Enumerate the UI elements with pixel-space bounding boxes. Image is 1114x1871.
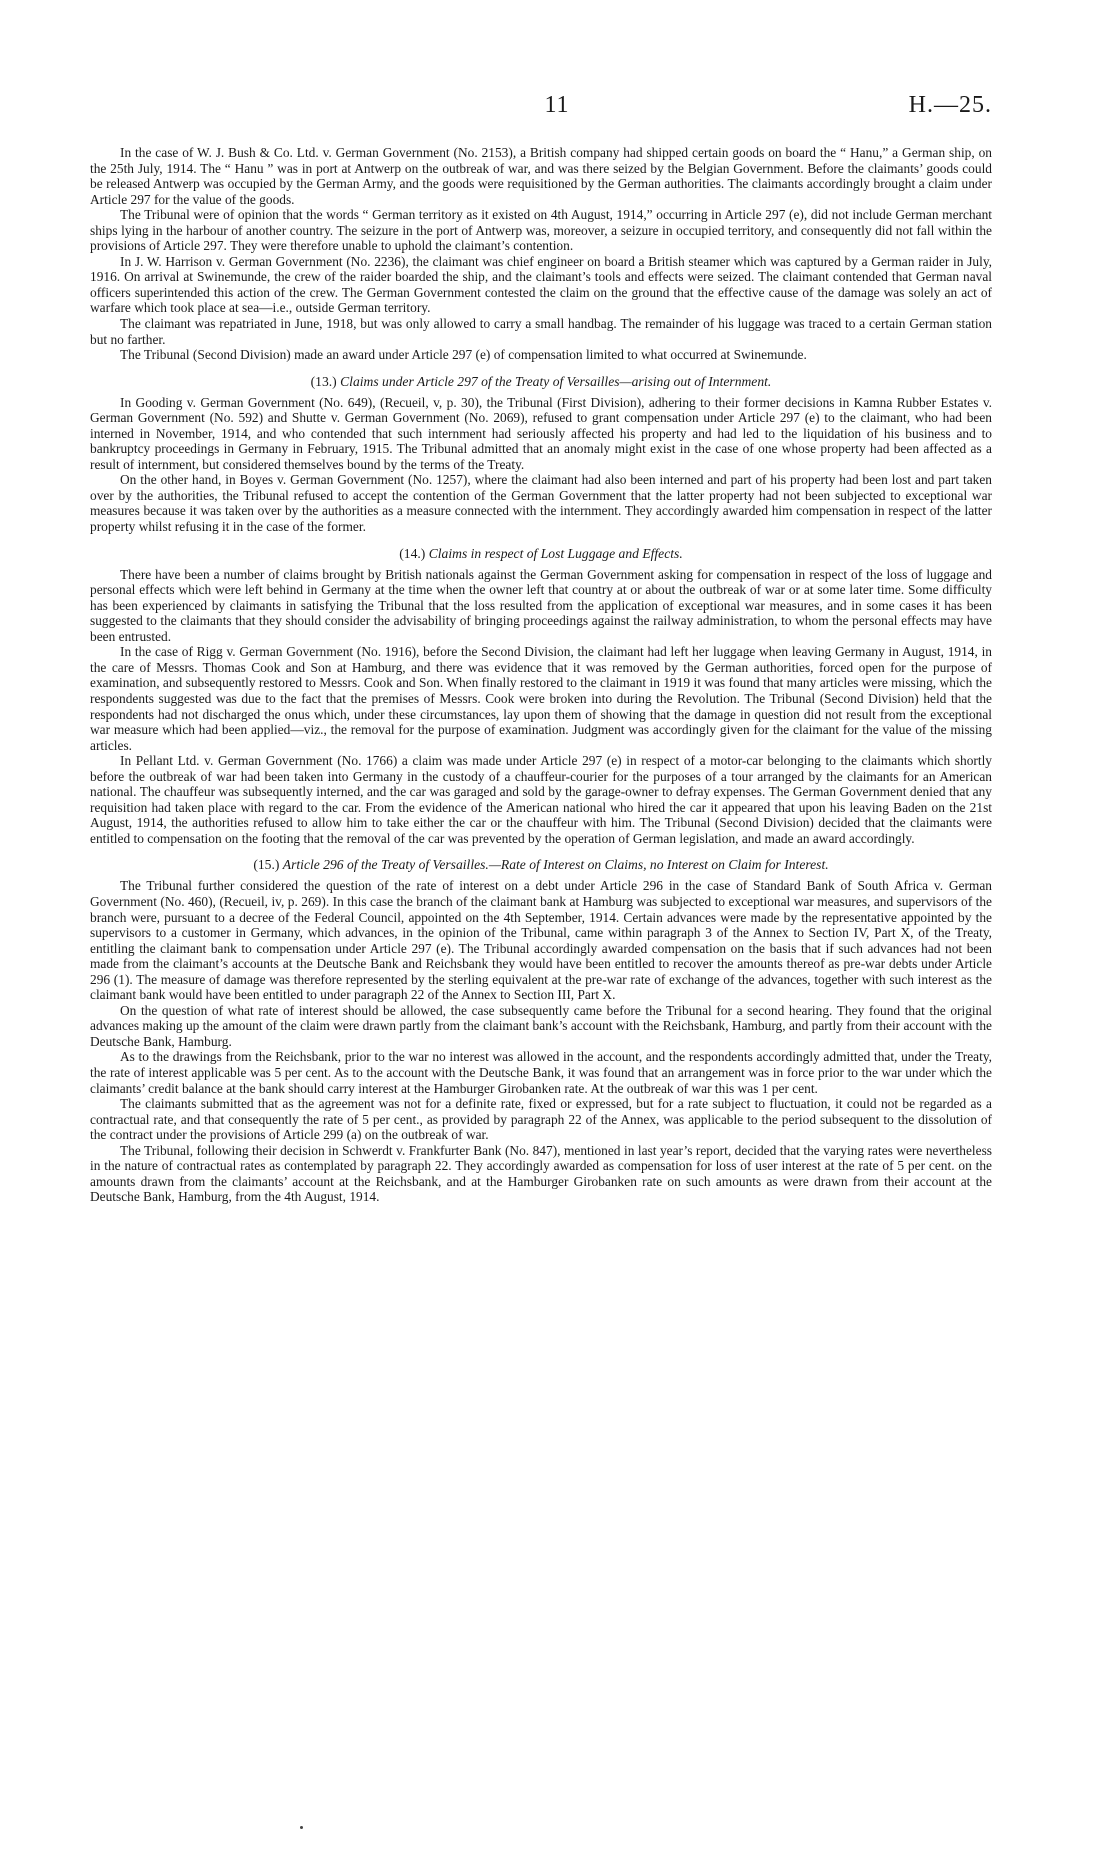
section-number: (13.) [310,373,337,389]
section-heading [90,546,992,562]
scan-mark [300,1826,303,1829]
body-text [90,145,992,1205]
paragraph: The Tribunal further considered the question of the rate of interest on a debt under Article 296 in the case of Standard Bank of South Africa v. German Government (No. 460), (Recueil, iv, p. 269). In this case the branch of the claimant bank at Hamburg was subjected to exceptional war measures, and supervisors of the branch were, pursuant to a decree of the Federal Council, appointed on the 4th September, 1914. Certain advances were made by the representative appointed by the supervisors to a customer in Germany, which advances, in the opinion of the Tribunal, came within paragraph 3 of the Annex to Section IV, Part X, of the Treaty, entitling the claimant bank to compensation under Article 297 (e). The Tribunal accordingly awarded compensation on the basis that if such advances had not been made from the claimant’s accounts at the Deutsche Bank and Reichsbank they would have been entitled to recover the amounts thereof as pre-war debts under Article 296 (1). The measure of damage was therefore represented by the sterling equivalent at the pre-war rate of exchange of the advances, together with such interest as the claimant bank would have been entitled to under paragraph 22 of the Annex to Section III, Part X. [90,878,992,1003]
paragraph: The Tribunal (Second Division) made an award under Article 297 (e) of compensation limited to what occurred at Swinemunde. [120,347,807,363]
paragraph: As to the drawings from the Reichsbank, prior to the war no interest was allowed in the account, and the respondents accordingly admitted that, under the Treaty, the rate of interest applicable was 5 per cent. As to the account with the Deutsche Bank, it was found that an arrangement was in force prior to the war under which the claimants’ credit balance at the bank should carry interest at the Hamburger Girobanken rate. At the outbreak of war this was 1 per cent. [90,1049,992,1096]
section-title: Article 296 of the Treaty of Versailles.—Rate of Interest on Claims, no Interest on Claim for Interest. [282,857,829,873]
paragraph: The Tribunal, following their decision in Schwerdt v. Frankfurter Bank (No. 847), mentioned in last year’s report, decided that the varying rates were nevertheless in the nature of contractual rates as contemplated by paragraph 22. They accordingly awarded as compensation for loss of user interest at the rate of 5 per cent. on the amounts drawn from the claimants’ account at the Reichsbank, and at the Hamburger Girobanken rate on such amounts as were drawn from their account at the Deutsche Bank, Hamburg, from the 4th August, 1914. [90,1142,992,1205]
paragraph: The Tribunal were of opinion that the words “ German territory as it existed on 4th August, 1914,” occurring in Article 297 (e), did not include German merchant ships lying in the harbour of another country. The seizure in the port of Antwerp was, moreover, a seizure in occupied territory, and consequently did not fall within the provisions of Article 297. They were therefore unable to uphold the claimant’s contention. [90,207,992,254]
paragraph: On the question of what rate of interest should be allowed, the case subsequently came before the Tribunal for a second hearing. They found that the original advances making up the amount of the claim were drawn partly from the claimant bank’s account with the Reichsbank, Hamburg, and partly from their account with the Deutsche Bank, Hamburg. [90,1002,992,1049]
section-title: Claims under Article 297 of the Treaty of Versailles—arising out of Internment. [340,373,772,389]
page-number: 11 [544,92,570,118]
section-title: Claims in respect of Lost Luggage and Effects. [428,545,683,561]
paragraph: In the case of W. J. Bush & Co. Ltd. v. German Government (No. 2153), a British company had shipped certain goods on board the “ Hanu,” a German ship, on the 25th July, 1914. The “ Hanu ” was in port at Antwerp on the outbreak of war, and was there seized by the Belgian Government. Before the claimants’ goods could be released Antwerp was occupied by the German Army, and the goods were requisitioned by the German authorities. The claimants accordingly brought a claim under Article 297 for the value of the goods. [90,145,992,207]
paragraph: The claimant was repatriated in June, 1918, but was only allowed to carry a small handbag. The remainder of his luggage was traced to a certain German station but no farther. [90,316,992,347]
paragraph: In Gooding v. German Government (No. 649), (Recueil, v, p. 30), the Tribunal (First Division), adhering to their former decisions in Kamna Rubber Estates v. German Government (No. 592) and Shutte v. German Government (No. 2069), refused to grant compensation under Article 297 (e) to the claimant, who had been interned in November, 1914, and who contended that such internment had seriously affected his property and had led to the liquidation of his business and to bankruptcy proceedings in Germany in February, 1915. The Tribunal admitted that an anomaly might exist in the case of one whose property had been affected as a result of internment, but considered themselves bound by the terms of the Treaty. [90,394,992,472]
paragraph: The claimants submitted that as the agreement was not for a definite rate, fixed or expressed, but for a rate subject to fluctuation, it could not be regarded as a contractual rate, and that consequently the rate of 5 per cent., as provided by paragraph 22 of the Annex, was applicable to the period subsequent to the dissolution of the contract under the provisions of Article 299 (a) on the outbreak of war. [90,1096,992,1143]
paragraph: In the case of Rigg v. German Government (No. 1916), before the Second Division, the claimant had left her luggage when leaving Germany in August, 1914, in the care of Messrs. Thomas Cook and Son at Hamburg, and there was evidence that it was removed by the German authorities, forced open for the purpose of examination, and subsequently restored to Messrs. Cook and Son. When finally restored to the claimant in 1919 it was found that many articles were missing, which the respondents suggested was due to the fact that the premises of Messrs. Cook were broken into during the Revolution. The Tribunal (Second Division) held that the respondents had not discharged the onus which, under these circumstances, lay upon them of showing that the damage in question did not result from the exceptional war measure which had been applied—viz., the removal for the purpose of examination. Judgment was accordingly given for the claimant for the value of the missing articles. [90,644,992,753]
section-number: (14.) [399,545,426,561]
paragraph: In J. W. Harrison v. German Government (No. 2236), the claimant was chief engineer on board a British steamer which was captured by a German raider in July, 1916. On arrival at Swinemunde, the crew of the raider boarded the ship, and the claimant’s tools and effects were seized. The claimant contended that German naval officers superintended this action of the crew. The German Government contested the claim on the ground that the effective cause of the damage was solely an act of warfare which took place at sea—i.e., outside German territory. [90,253,992,316]
paragraph: In Pellant Ltd. v. German Government (No. 1766) a claim was made under Article 297 (e) in respect of a motor-car belonging to the claimants which shortly before the outbreak of war had been taken into Germany in the custody of a chauffeur-courier for the purposes of a tour arranged by the claimants for an American national. The chauffeur was subsequently interned, and the car was garaged and sold by the garage-owner to defray expenses. The German Government denied that any requisition had taken place with regard to the car. From the evidence of the American national who hired the car it appeared that upon his leaving Baden on the 21st August, 1914, the authorities refused to allow him to take either the car or the chauffeur with him. The Tribunal (Second Division) decided that the claimants were entitled to compensation on the footing that the removal of the car was prevented by the operation of German legislation, and made an award accordingly. [90,753,992,846]
paragraph: On the other hand, in Boyes v. German Government (No. 1257), where the claimant had also been interned and part of his property had been lost and part taken over by the authorities, the Tribunal refused to accept the contention of the German Government that the latter property had not been subjected to exceptional war measures because it was taken over by the authorities as a measure connected with the internment. They accordingly awarded him compensation in respect of the latter property whilst refusing it in the case of the former. [90,472,992,535]
document-code: H.—25. [908,92,992,118]
paragraph: There have been a number of claims brought by British nationals against the German Government asking for compensation in respect of the loss of luggage and personal effects which were left behind in Germany at the time when the owner left that country at or about the outbreak of war or at some later time. Some difficulty has been experienced by claimants in satisfying the Tribunal that the loss resulted from the application of exceptional war measures, and in some cases it has been suggested to the claimants that they should consider the advisability of bringing proceedings against the railway administration, to whom the personal effects may have been entrusted. [90,566,992,644]
section-number: (15.) [253,857,280,873]
section-heading [90,857,992,873]
section-heading [90,374,992,390]
